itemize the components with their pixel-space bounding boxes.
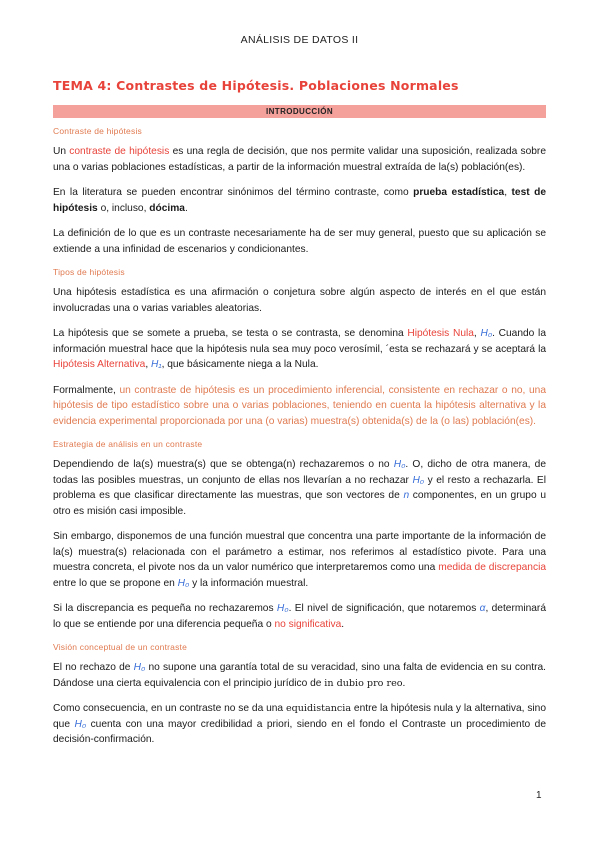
definition-highlight: un contraste de hipótesis es un procedimiento inferencial, consistente en rechazar o no, una hipótesis de tipo estadístico sobre una o varias poblaciones, teniendo en cuenta la hipótesis alternativa y la evidencia experimental proporcionada por una (o varias) muestra(s) obtenida(s) de la (o las) población(es). xyxy=(53,384,547,427)
subheading-vision: Visión conceptual de un contraste xyxy=(53,642,188,652)
section-bar xyxy=(53,105,546,118)
paragraph xyxy=(53,185,546,216)
paragraph: La definición de lo que es un contraste necesariamente ha de ser muy general, puesto que su aplicación se extiende a una infinidad de escenarios y condicionantes. xyxy=(53,228,546,255)
text: o, incluso, xyxy=(97,202,150,214)
text: Formalmente, xyxy=(53,384,120,396)
paragraph xyxy=(53,529,546,591)
term-test: test de hipótesis xyxy=(53,187,546,214)
symbol-h1: H₁ xyxy=(150,359,162,370)
text: Si la discrepancia es pequeña no rechazaremos xyxy=(53,603,277,614)
term-no-significativa: no significativa xyxy=(274,618,342,630)
symbol-h0: H₀ xyxy=(480,328,493,339)
symbol-h0: H₀ xyxy=(276,603,289,614)
text: , xyxy=(504,187,512,198)
text: , que básicamente niega a la Nula. xyxy=(161,359,319,370)
term-docima: dócima xyxy=(149,202,185,214)
symbol-n: n xyxy=(403,490,410,501)
text: , xyxy=(145,359,151,370)
text: y el resto a rechazarla. El problema es que clasificar directamente las muestras, que son vectores de xyxy=(53,474,546,501)
term-hipotesis-alternativa: Hipótesis Alternativa xyxy=(53,359,146,370)
text: . xyxy=(341,618,345,630)
latin-phrase: in dubio pro reo xyxy=(324,677,403,689)
running-header: ANÁLISIS DE DATOS II xyxy=(240,34,359,46)
text: En la literatura se pueden encontrar sinónimos del término contraste, como xyxy=(53,187,414,198)
paragraph xyxy=(53,457,546,519)
text: Como consecuencia, en un contraste no se da una xyxy=(53,703,286,714)
symbol-h0: H₀ xyxy=(393,459,406,470)
text: es una regla de decisión, que nos permite validar una suposición, realizada sobre una o varias poblaciones estadísticas, a partir de la información muestral extraída de la(s) población(es). xyxy=(53,146,546,173)
text: no supone una garantía total de su veracidad, sino una falta de evidencia en su contra. Dándose una cierta equivalencia con el principio jurídico de xyxy=(53,662,546,689)
text: . El nivel de significación, que notaremos xyxy=(288,603,480,614)
chapter-title: TEMA 4: Contrastes de Hipótesis. Poblaciones Normales xyxy=(53,78,459,93)
text: . Cuando la información muestral hace que la hipótesis nula sea muy poco verosímil, ´esta se rechazará y se aceptará la xyxy=(53,328,546,355)
text: , determinará lo que se entiende por una diferencia pequeña o xyxy=(53,603,546,630)
text: Sin embargo, disponemos de una función muestral que concentra una parte importante de la información de la(s) muestra(s) relacionada con el parámetro a estimar, nos referimos al estadístico pivote. Para una muestra concreta, el pivote nos da un valor numérico que interpretaremos como una xyxy=(53,531,546,573)
text: . xyxy=(184,202,188,214)
text: entre lo que se propone en xyxy=(53,577,178,589)
symbol-h0: H₀ xyxy=(177,577,190,589)
term-prueba: prueba estadística xyxy=(413,187,505,198)
text: entre la hipótesis nula y la alternativa, sino que xyxy=(53,703,547,730)
text: y la información muestral. xyxy=(189,577,309,589)
text: . O, dicho de otra manera, de todas las posibles muestras, un conjunto de ellas nos llevarían a no rechazar xyxy=(53,459,546,486)
symbol-h0: H₀ xyxy=(412,474,425,486)
symbol-h0: H₀ xyxy=(133,662,146,673)
text: Dependiendo de la(s) muestra(s) que se obtenga(n) rechazaremos o no xyxy=(53,459,394,470)
term-contraste: contraste de hipótesis xyxy=(69,146,170,157)
section-bar-label: INTRODUCCIÓN xyxy=(265,107,334,116)
term-equidistancia: equidistancia xyxy=(285,703,352,714)
paragraph xyxy=(53,326,546,373)
paragraph xyxy=(53,701,546,748)
subheading-contraste: Contraste de hipótesis xyxy=(53,126,142,136)
text: componentes, en un grupo u otro es misión casi imposible. xyxy=(53,490,546,517)
symbol-h0: H₀ xyxy=(74,718,87,730)
text: , xyxy=(473,328,481,339)
paragraph xyxy=(53,660,546,691)
paragraph xyxy=(53,601,546,632)
subheading-estrategia: Estrategia de análisis en un contraste xyxy=(53,439,203,449)
text: La hipótesis que se somete a prueba, se testa o se contrasta, se denomina xyxy=(53,328,408,339)
text: cuenta con una mayor credibilidad a priori, siendo en el fondo el Contraste un procedimiento de decisión-confirmación. xyxy=(53,718,546,745)
subheading-tipos: Tipos de hipótesis xyxy=(53,267,125,277)
term-discrepancia: medida de discrepancia xyxy=(438,562,546,573)
paragraph xyxy=(53,144,546,175)
page-number: 1 xyxy=(536,790,542,801)
text: . xyxy=(402,677,406,689)
paragraph: Una hipótesis estadística es una afirmación o conjetura sobre algún aspecto de interés en el que están involucradas una o varias variables aleatorias. xyxy=(53,287,546,314)
text: Un xyxy=(53,146,70,157)
main-content xyxy=(53,126,546,758)
paragraph xyxy=(53,383,546,430)
symbol-alpha: α xyxy=(479,603,486,614)
text: El no rechazo de xyxy=(53,662,134,673)
term-hipotesis-nula: Hipótesis Nula xyxy=(407,328,474,339)
